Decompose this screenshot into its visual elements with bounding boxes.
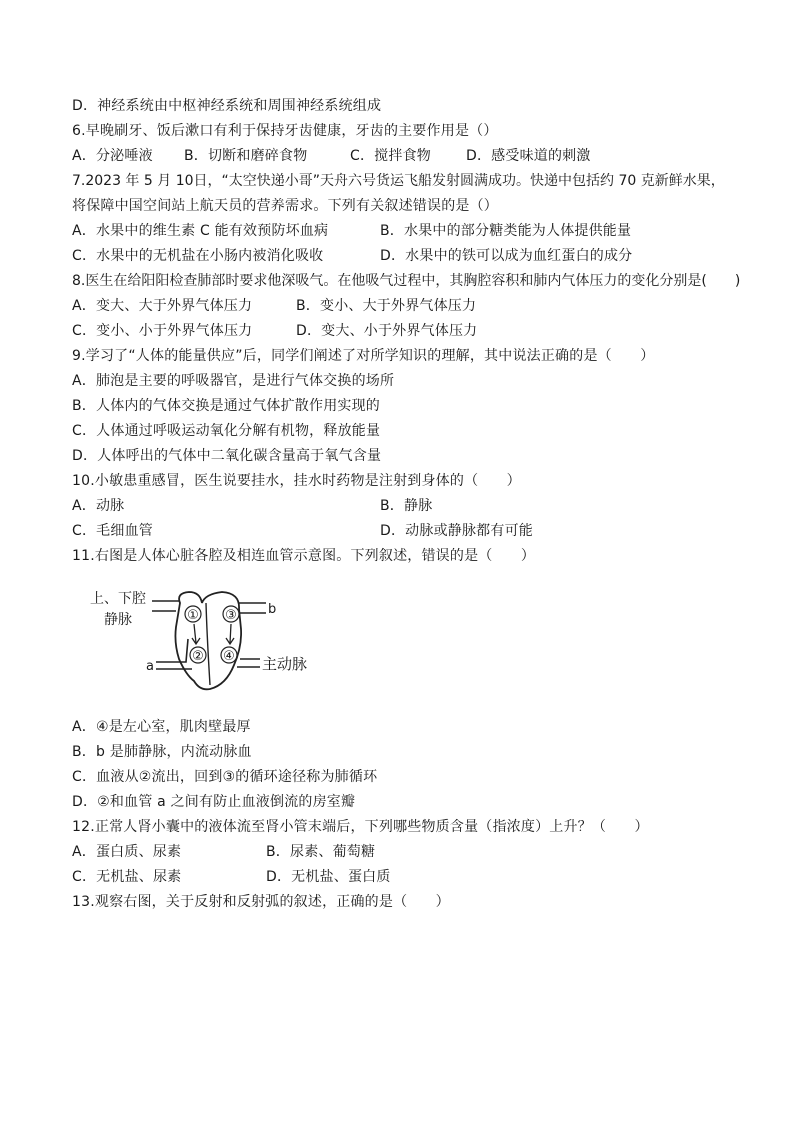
q10-option-b: B．静脉 [380, 498, 433, 514]
q11-option-c: C．血液从②流出，回到③的循环途径称为肺循环 [72, 769, 378, 785]
q9-stem: 9.学习了“人体的能量供应”后，同学们阐述了对所学知识的理解，其中说法正确的是（ ） [72, 348, 655, 364]
q5-option-d: D．神经系统由中枢神经系统和周围神经系统组成 [72, 98, 382, 114]
q9-option-a: A．肺泡是主要的呼吸器官，是进行气体交换的场所 [72, 373, 395, 389]
q10-stem: 10.小敏患重感冒，医生说要挂水，挂水时药物是注射到身体的（ ） [72, 473, 521, 489]
q12-option-c: C．无机盐、尿素 [72, 869, 182, 885]
aorta-vessel [237, 659, 260, 667]
label-b: b [268, 602, 277, 617]
q7-option-b: B．水果中的部分糖类能为人体提供能量 [380, 223, 632, 239]
arrow-1-to-2 [192, 624, 200, 644]
label-a: a [146, 659, 154, 674]
q7-stem-line2: 将保障中国空间站上航天员的营养需求。下列有关叙述错误的是（） [72, 198, 498, 214]
q7-option-d: D．水果中的铁可以成为血红蛋白的成分 [380, 248, 633, 264]
q6-option-a: A．分泌唾液 [72, 148, 153, 164]
q8-stem: 8.医生在给阳阳检查肺部时要求他深吸气。在他吸气过程中，其胸腔容积和肺内气体压力的变化分别是( ) [72, 273, 741, 289]
label-aorta: 主动脉 [262, 655, 308, 673]
q7-option-a: A．水果中的维生素 C 能有效预防坏血病 [72, 223, 329, 239]
q12-stem: 12.正常人肾小囊中的液体流至肾小管末端后，下列哪些物质含量（指浓度）上升？（ ） [72, 819, 649, 835]
q8-option-d: D．变大、小于外界气体压力 [296, 323, 478, 339]
q11-option-b: B．b 是肺静脉，内流动脉血 [72, 744, 252, 760]
q11-option-a: A．④是左心室，肌肉壁最厚 [72, 719, 251, 735]
q6-stem: 6.早晚刷牙、饭后漱口有利于保持牙齿健康，牙齿的主要作用是（） [72, 123, 498, 139]
q12-option-d: D．无机盐、蛋白质 [266, 869, 391, 885]
q13-stem: 13.观察右图，关于反射和反射弧的叙述，正确的是（ ） [72, 894, 450, 910]
label-vena-cava-line2: 静脉 [104, 612, 132, 628]
q10-option-c: C．毛细血管 [72, 523, 153, 539]
q12-option-b: B．尿素、葡萄糖 [266, 844, 376, 860]
heart-diagram [88, 589, 308, 695]
chamber-1-label: ① [187, 608, 199, 623]
vessel-b [239, 603, 266, 613]
arrow-3-to-4 [226, 624, 234, 644]
q11-stem: 11.右图是人体心脏各腔及相连血管示意图。下列叙述，错误的是（ ） [72, 548, 536, 564]
q10-option-a: A．动脉 [72, 498, 125, 514]
q8-option-b: B．变小、大于外界气体压力 [296, 298, 477, 314]
q6-option-b: B．切断和磨碎食物 [184, 148, 308, 164]
q9-option-c: C．人体通过呼吸运动氧化分解有机物，释放能量 [72, 423, 381, 439]
chamber-3-label: ③ [225, 608, 237, 623]
q9-option-b: B．人体内的气体交换是通过气体扩散作用实现的 [72, 398, 381, 414]
vena-cava-vessel [152, 601, 179, 611]
q7-option-c: C．水果中的无机盐在小肠内被消化吸收 [72, 248, 324, 264]
q6-option-c: C．搅拌食物 [350, 148, 431, 164]
q10-option-d: D．动脉或静脉都有可能 [380, 523, 533, 539]
label-vena-cava-line1: 上、下腔 [90, 591, 146, 607]
q12-option-a: A．蛋白质、尿素 [72, 844, 182, 860]
q8-option-a: A．变大、大于外界气体压力 [72, 298, 253, 314]
q6-option-d: D．感受味道的刺激 [466, 148, 591, 164]
chamber-2-label: ② [192, 649, 204, 664]
chamber-4-label: ④ [223, 649, 235, 664]
q8-option-c: C．变小、小于外界气体压力 [72, 323, 253, 339]
q7-stem-line1: 7.2023 年 5 月 10日，“太空快递小哥”天舟六号货运飞船发射圆满成功。快递中包括约 70 克新鲜水果， [72, 173, 725, 189]
q9-option-d: D．人体呼出的气体中二氧化碳含量高于氧气含量 [72, 448, 382, 464]
septum [206, 603, 210, 685]
q11-option-d: D．②和血管 a 之间有防止血液倒流的房室瓣 [72, 794, 356, 810]
vessel-a [156, 639, 192, 669]
